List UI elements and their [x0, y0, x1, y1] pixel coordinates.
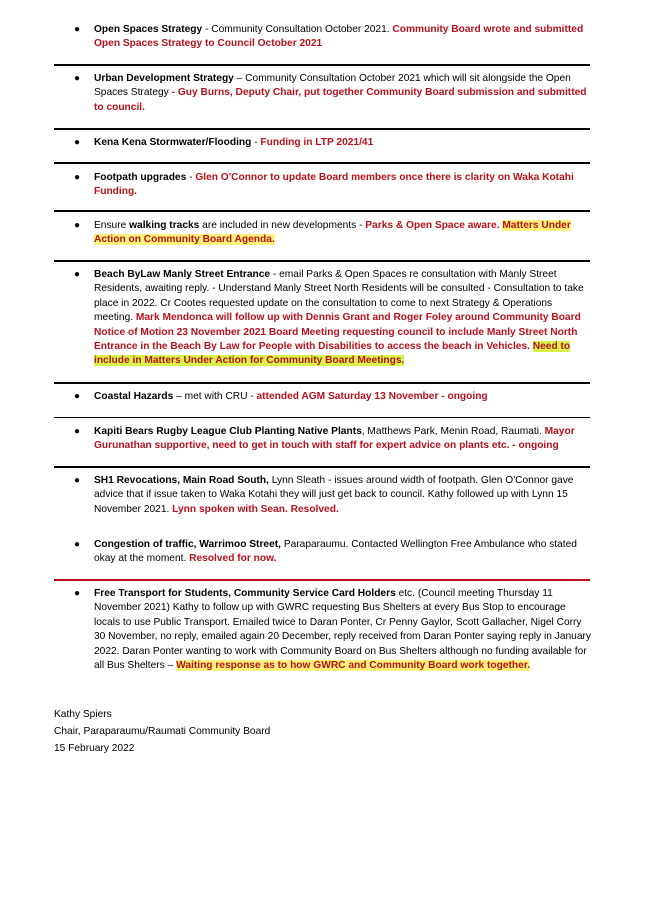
bullet-icon: ●	[74, 426, 81, 437]
item-status: Lynn spoken with Sean. Resolved.	[172, 503, 339, 515]
item-title: Open Spaces Strategy	[94, 24, 203, 35]
item-status: Resolved for now.	[189, 553, 277, 565]
divider	[54, 210, 590, 212]
bullet-icon: ●	[74, 24, 81, 35]
item-status: Mark Mendonca will follow up with Dennis Grant and Roger Foley around Community Board Notice of Motion 23 November 2021 Board Meeting requesting council to include Manly Street North Entrance in the Beach By Law for People with Disabilities to access the beach in Vehicles.	[94, 312, 581, 353]
divider	[54, 162, 590, 164]
signature-role: Chair, Paraparaumu/Raumati Community Board	[54, 726, 271, 737]
item-title: Footpath upgrades	[94, 172, 187, 183]
highlighted-note: Waiting response as to how GWRC and Community Board work together.	[176, 660, 531, 672]
signature-name: Kathy Spiers	[54, 709, 112, 720]
highlighted-note: Matters Under Action on Community Board Agenda.	[94, 220, 571, 246]
item-title: Kapiti Bears Rugby League Club Planting Native Plants	[94, 426, 362, 437]
item-title: Free Transport for Students, Community Service Card Holders	[94, 588, 396, 599]
divider	[54, 64, 590, 66]
bullet-icon: ●	[74, 539, 81, 550]
bullet-icon: ●	[74, 220, 81, 231]
item-title: Coastal Hazards	[94, 391, 174, 402]
item-text: are included in new developments -	[199, 220, 366, 231]
bullet-icon: ●	[74, 269, 81, 280]
bullet-icon: ●	[74, 391, 81, 402]
item-title: walking tracks	[129, 220, 200, 231]
bullet-icon: ●	[74, 73, 81, 84]
item-status: - Guy Burns, Deputy Chair, put together Community Board submission and submitted to council.	[94, 87, 587, 113]
divider	[54, 579, 590, 581]
item-status: Funding in LTP 2021/41	[260, 137, 374, 148]
item-title: Kena Kena Stormwater/Flooding	[94, 137, 252, 148]
bullet-icon: ●	[74, 137, 81, 148]
divider	[54, 128, 590, 130]
divider	[54, 417, 590, 418]
item-text: Paraparaumu. Contacted Wellington Free Ambulance who stated okay at the moment.	[94, 539, 577, 565]
item-title: Urban Development Strategy	[94, 73, 234, 84]
divider	[54, 382, 590, 384]
item-status: Parks & Open Space aware.	[365, 220, 503, 231]
item-text: -	[186, 172, 196, 183]
signature-date: 15 February 2022	[54, 743, 135, 754]
divider	[54, 260, 590, 262]
item-text: etc. (Council meeting Thursday 11 November 2021) Kathy to follow up with GWRC requesting Bus Shelters at every Bus Stop to encourage locals to use Public Transport. Emailed twice to Daran Ponter, Cr Penny Gaylor, Scott Gallacher, Nigel Corry 30 November, no reply, emailed again 20 December, reply received from Daran Ponter saying reply in January 2022. Daran Ponter wanting to work with Community Board on Bus Shelters although no funding available for all Bus Shelters –	[94, 588, 591, 672]
item-status: Community Board wrote and submitted Open Spaces Strategy to Council October 2021	[94, 24, 584, 50]
item-text: – met with CRU -	[173, 391, 257, 402]
item-status: Mayor Gurunathan supportive, need to get in touch with staff for expert advice on plants etc. - ongoing	[94, 426, 575, 452]
divider	[54, 466, 590, 468]
item-status: Glen O'Connor to update Board members once there is clarity on Waka Kotahi Funding.	[94, 172, 574, 198]
item-status: attended AGM Saturday 13 November - ongoing	[256, 391, 488, 402]
item-title: Congestion of traffic, Warrimoo Street,	[94, 539, 281, 550]
bullet-icon: ●	[74, 172, 81, 183]
item-text: Ensure	[94, 220, 130, 231]
item-text: – Community Consultation October 2021 which will sit alongside the Open Spaces Strategy	[94, 73, 571, 99]
item-text: - Community Consultation October 2021.	[202, 24, 393, 35]
item-title: Beach ByLaw Manly Street Entrance	[94, 269, 271, 280]
item-text: , Matthews Park, Menin Road, Raumati.	[361, 426, 545, 437]
item-text: Lynn Sleath - issues around width of footpath. Glen O'Connor gave advice that if issue taken to Waka Kotahi they will just get back to council. Kathy followed up with Lynn 15 November 2021.	[94, 475, 574, 515]
highlighted-note: Need to include in Matters Under Action for Community Board Meetings.	[94, 341, 571, 367]
bullet-icon: ●	[74, 588, 81, 599]
bullet-icon: ●	[74, 475, 81, 486]
item-title: SH1 Revocations, Main Road South,	[94, 475, 269, 486]
item-text: - email Parks & Open Spaces re consultation with Manly Street Residents, awaiting reply. - Understand Manly Street North Residents will be consulted - Consultation to take place in 2022. Cr Cootes requested update on the consultation to come to next Strategy & Operations meeting.	[94, 269, 584, 324]
item-text: -	[251, 137, 261, 148]
